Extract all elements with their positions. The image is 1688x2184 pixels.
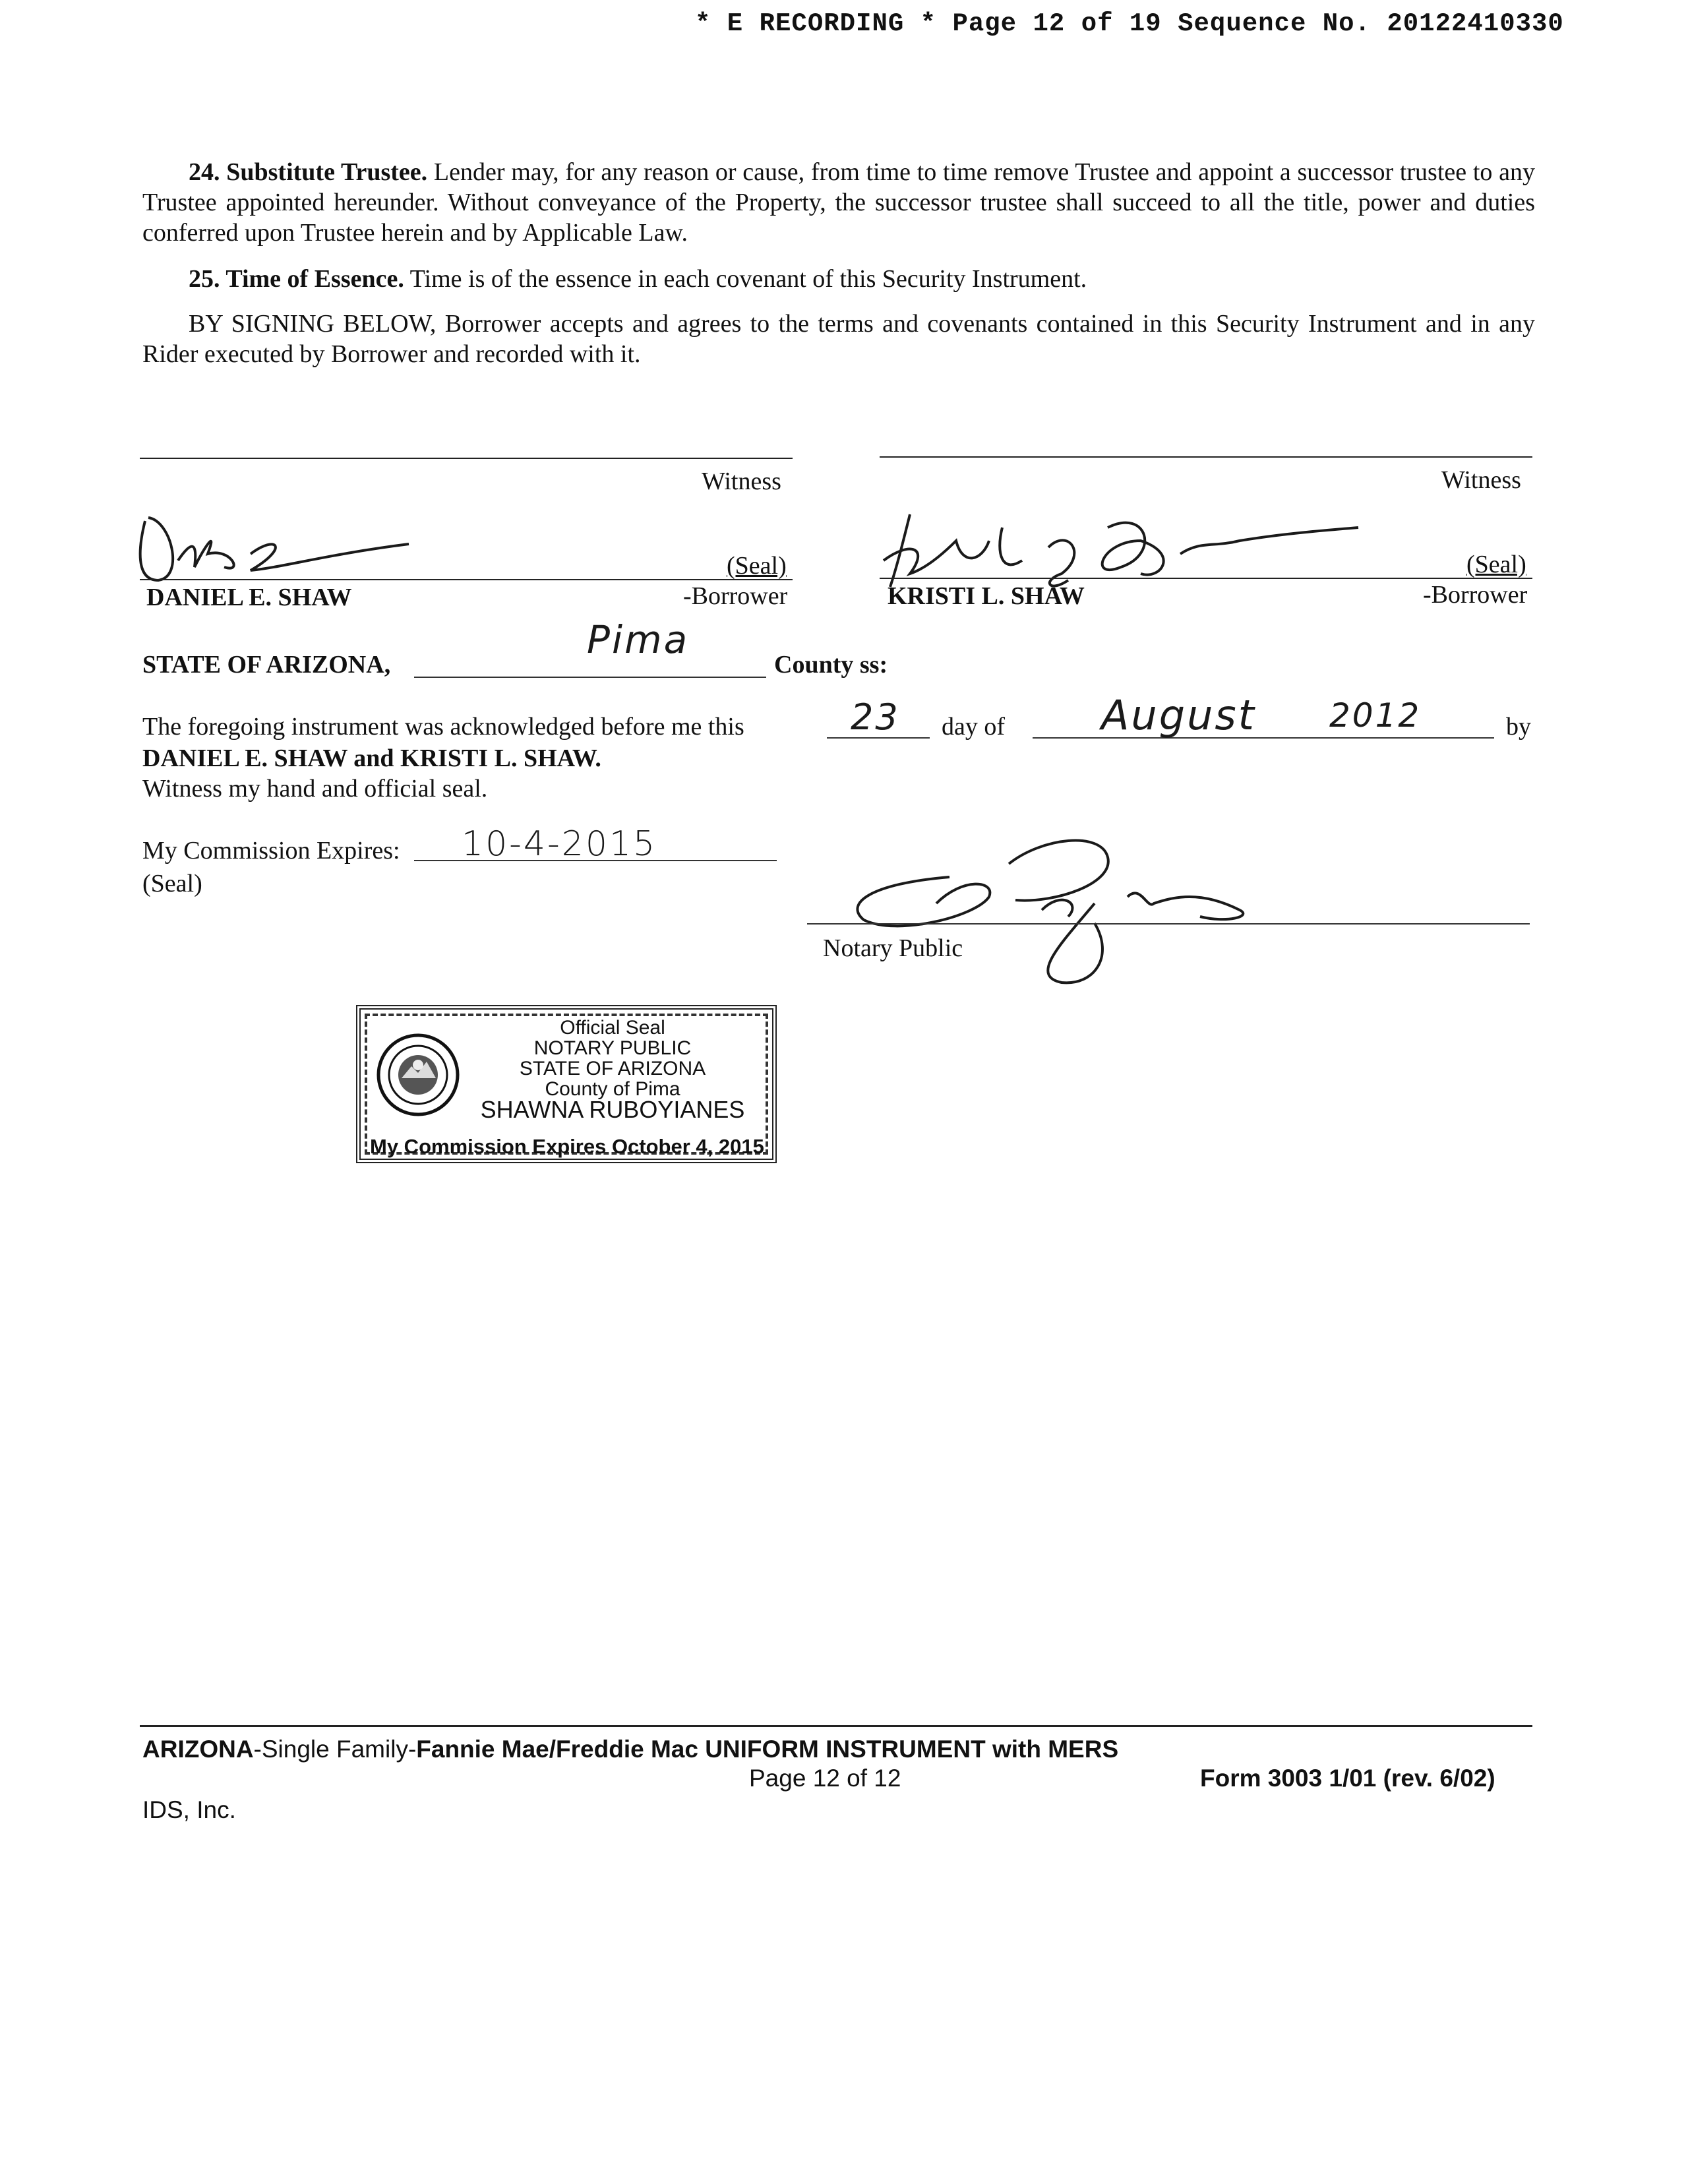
section-24-text: Lender may, for any reason or cause, from time to time remove Trustee and appoint a successor trustee to any Trustee appointed hereunder. Without conveyance of the Property, the successor trustee shall succeed to all the title, power and duties conferred upon Trustee herein and by Applicable Law.: [142, 158, 1535, 247]
borrower2-name: KRISTI L. SHAW: [888, 582, 1085, 610]
footer-page: Page 12 of 12: [749, 1765, 901, 1792]
notary-signature-line: [807, 923, 1530, 925]
borrower2-seal-label: (Seal): [1466, 551, 1526, 578]
by-label: by: [1506, 713, 1531, 741]
county-line: [414, 677, 766, 678]
arizona-state-seal-icon: [375, 1032, 461, 1118]
day-handwritten: 23: [851, 696, 900, 738]
footer-form-bold: Fannie Mae/Freddie Mac UNIFORM INSTRUMENT with MERS: [416, 1736, 1119, 1763]
county-handwritten: Pima: [587, 617, 690, 662]
borrower2-signature: [870, 501, 1372, 593]
notary-signature: [844, 824, 1266, 989]
footer-vendor: IDS, Inc.: [142, 1796, 236, 1823]
signing-paragraph: [142, 309, 1535, 369]
borrower2-role: -Borrower: [1423, 581, 1528, 609]
witness-line-left: [140, 458, 793, 459]
seal-line3: STATE OF ARIZONA: [519, 1058, 706, 1079]
section-24: [142, 157, 1535, 248]
section-25-text: Time is of the essence in each covenant of this Security Instrument.: [404, 265, 1087, 293]
borrower1-name: DANIEL E. SHAW: [146, 584, 352, 611]
recording-header: * E RECORDING * Page 12 of 19 Sequence No. 20122410330: [695, 9, 1564, 38]
day-of-label: day of: [942, 713, 1006, 741]
notary-state: STATE OF ARIZONA,: [142, 651, 391, 679]
borrower1-signature: [132, 508, 422, 593]
seal-line6: My Commission Expires October 4, 2015: [370, 1135, 764, 1158]
commission-date-handwritten: 10-4-2015: [462, 824, 657, 864]
county-ss-label: County ss:: [774, 651, 888, 679]
borrower1-role: -Borrower: [683, 582, 788, 610]
notary-public-label: Notary Public: [823, 934, 963, 962]
seal-line4: County of Pima: [545, 1078, 680, 1100]
witness-hand-text: Witness my hand and official seal.: [142, 775, 488, 803]
borrower1-seal-label: (Seal): [727, 552, 787, 580]
witness-label-right: Witness: [1441, 466, 1521, 494]
borrower1-signature-line: [140, 579, 793, 580]
ack-prefix: The foregoing instrument was acknowledged before me this: [142, 713, 744, 741]
footer-state: ARIZONA: [142, 1736, 254, 1763]
footer-form-number: Form 3003 1/01 (rev. 6/02): [1200, 1765, 1495, 1792]
witness-label-left: Witness: [702, 468, 781, 495]
month-handwritten: August: [1101, 691, 1256, 739]
witness-line-right: [880, 456, 1532, 458]
footer-form-mid: -Single Family-: [253, 1736, 417, 1763]
borrower2-signature-line: [880, 578, 1532, 579]
commission-label: My Commission Expires:: [142, 837, 400, 864]
signing-text: BY SIGNING BELOW, Borrower accepts and agrees to the terms and covenants contained in this Security Instrument and in any Rider executed by Borrower and recorded with it.: [142, 310, 1535, 368]
seal-text: [460, 1017, 766, 1123]
section-25: [142, 264, 1535, 294]
seal-line5: SHAWNA RUBOYIANES: [480, 1096, 745, 1123]
year-handwritten: 2012: [1329, 696, 1422, 735]
footer-form-title: [142, 1736, 1118, 1763]
section-24-title: 24. Substitute Trustee.: [189, 158, 428, 186]
seal-line1: Official Seal: [560, 1017, 665, 1039]
footer-rule: [140, 1725, 1532, 1727]
notary-seal-label: (Seal): [142, 870, 202, 897]
section-25-title: 25. Time of Essence.: [189, 265, 404, 293]
notary-seal-stamp: [356, 1005, 777, 1163]
ack-names: DANIEL E. SHAW and KRISTI L. SHAW.: [142, 744, 601, 772]
seal-line2: NOTARY PUBLIC: [533, 1037, 692, 1059]
